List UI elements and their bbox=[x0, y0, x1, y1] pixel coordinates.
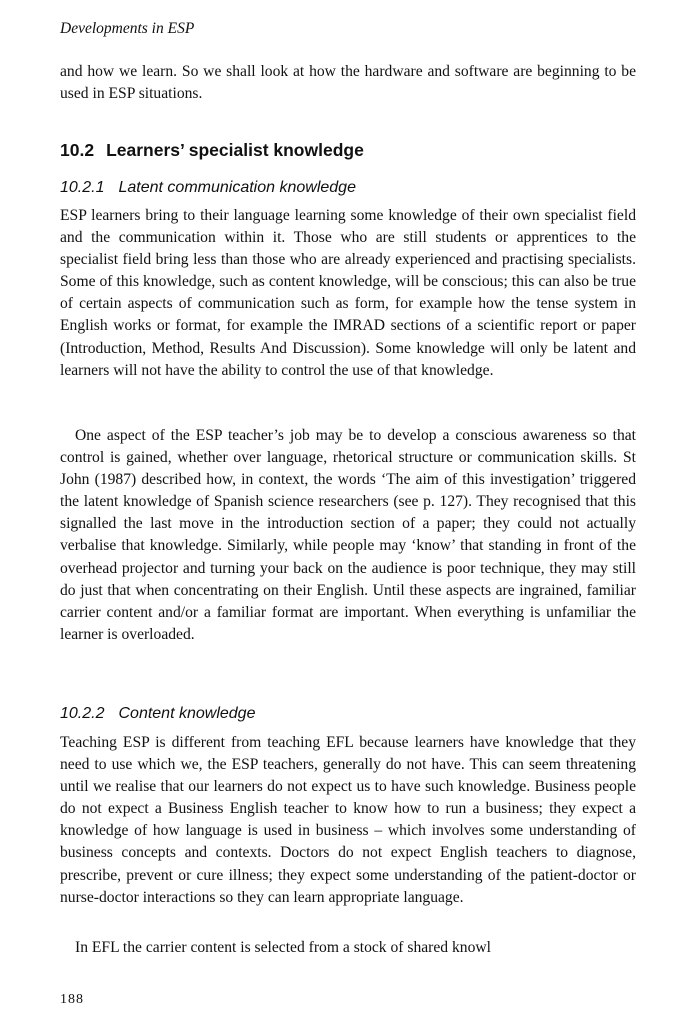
subsection-number: 10.2.2 bbox=[60, 705, 105, 722]
paragraph-latent-1: ESP learners bring to their language learning some knowledge of their own specialist field and the communication within it. Those who are still students or apprentices to the specialist field bring less than those who are already experienced and practising specialists. Some of this knowledge, such as content knowledge, will be conscious; this can also be true of certain aspects of communication such as form, for example how the tense system in English works or format, for example the IMRAD sections of a scientific report or paper (Introduction, Method, Results And Discussion). Some knowledge will only be latent and learners will not have the ability to control the use of that knowledge. bbox=[60, 207, 636, 379]
page-number: 188 bbox=[60, 992, 84, 1007]
paragraph-latent-2: One aspect of the ESP teacher’s job may be to develop a conscious awareness so that control is gained, whether over language, rhetorical structure or communication skills. St John (1987) described how, in context, the words ‘The aim of this investigation’ triggered the latent knowledge of Spanish science researchers (see p. 127). They recognised that this signalled the last move in the introduction section of a paper; they could not actually verbalise that knowledge. Similarly, while people may ‘know’ that standing in front of the overhead projector and turning your back on the audience is poor technique, they may still do just that when concentrating on their English. Until these aspects are ingrained, familiar carrier content and/or a familiar format are important. When everything is unfamiliar the learner is overloaded. bbox=[60, 427, 636, 643]
running-head: Developments in ESP bbox=[60, 20, 195, 37]
subsection-heading-latent bbox=[60, 179, 356, 197]
intro-paragraph: and how we learn. So we shall look at how the hardware and software are beginning to be used in ESP situations. bbox=[60, 63, 636, 103]
section-heading bbox=[60, 140, 364, 161]
paragraph-content-1: Teaching ESP is different from teaching EFL because learners have knowledge that they need to use which we, the ESP teachers, generally do not have. This can seem threatening until we realise that our learners do not expect us to have such knowledge. Business people do not expect a Business English teacher to know how to run a business; they expect a knowledge of how language is used in business – which involves some understanding of business concepts and contexts. Doctors do not expect English teachers to diagnose, prescribe, prevent or cure illness; they expect some understanding of the patient-doctor or nurse-doctor interactions so they can learn appropriate language. bbox=[60, 734, 636, 906]
subsection-title: Latent communication knowledge bbox=[118, 179, 356, 196]
subsection-title: Content knowledge bbox=[118, 705, 256, 722]
paragraph-content-2: In EFL the carrier content is selected from a stock of shared knowl bbox=[75, 939, 491, 956]
subsection-heading-content bbox=[60, 705, 255, 723]
section-number: 10.2 bbox=[60, 140, 95, 160]
section-title: Learners’ specialist knowledge bbox=[106, 140, 364, 160]
subsection-number: 10.2.1 bbox=[60, 179, 105, 196]
